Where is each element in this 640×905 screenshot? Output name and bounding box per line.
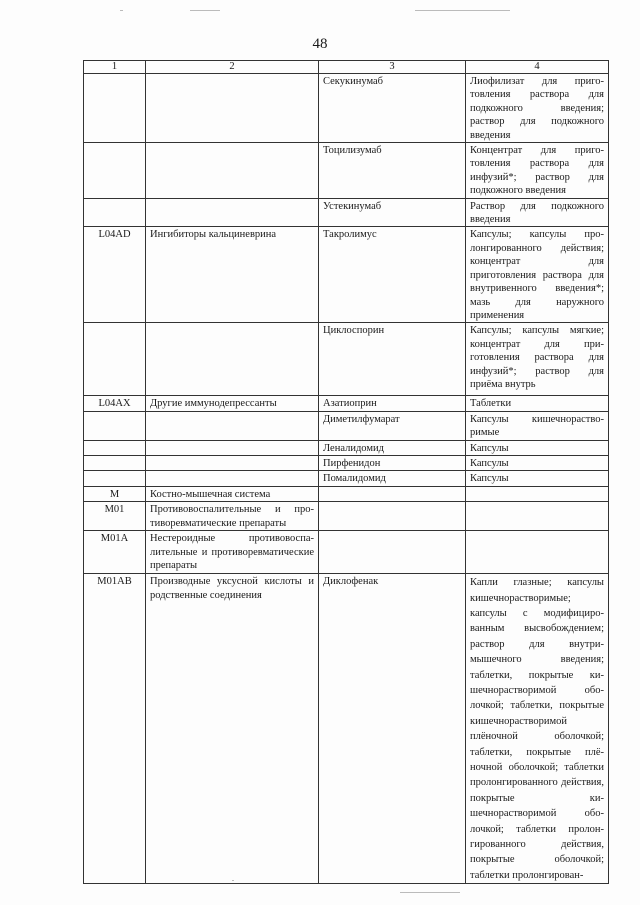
table-row <box>84 531 609 574</box>
group-cell <box>146 411 319 440</box>
table-row <box>84 440 609 455</box>
drug-name-cell: Диметилфумарат <box>319 411 466 440</box>
drug-name-cell: Тоцилизумаб <box>319 143 466 199</box>
atc-code-cell <box>84 198 146 227</box>
dosage-form-cell: Концентрат для приготовления раствора для инфузий*; раствор для подкожного введения <box>466 143 609 199</box>
dosage-form-cell <box>466 502 609 531</box>
atc-code-cell <box>84 143 146 199</box>
group-cell <box>146 198 319 227</box>
dosage-form-cell: Капсулы; капсулы мягкие; концентрат для приготовления раствора для инфузий*; раствор для приёма внутрь <box>466 323 609 396</box>
table-row <box>84 323 609 396</box>
group-cell <box>146 323 319 396</box>
table-row <box>84 396 609 411</box>
drug-name-cell: Секукинумаб <box>319 74 466 143</box>
table-header-row <box>84 61 609 74</box>
column-header: 1 <box>84 61 146 74</box>
atc-code-cell <box>84 440 146 455</box>
atc-code-cell: L04AX <box>84 396 146 411</box>
dosage-form-cell: Капсулы <box>466 440 609 455</box>
atc-code-cell: M01A <box>84 531 146 574</box>
table-row <box>84 471 609 486</box>
column-header: 2 <box>146 61 319 74</box>
drug-name-cell <box>319 486 466 501</box>
dosage-form-cell: Капли глазные; капсулы кишечнорастворимые; капсулы с модифицированным высвобождением; раствор для внутримышечного введения; таблетки, покрытые кишечнорастворимой оболочкой; таблетки, покрытые кишечнорастворимой плёночной оболочкой; таблетки, покрытые плёночной оболочкой; таблетки пролонгированного действия, покрытые кишечнорастворимой оболочкой; таблетки пролонгированного действия, покрытые оболочкой; таблетки пролонгирован- <box>466 574 609 884</box>
dosage-form-cell <box>466 486 609 501</box>
drug-name-cell <box>319 531 466 574</box>
scan-artifact-top <box>415 10 510 11</box>
drug-name-cell <box>319 502 466 531</box>
drug-name-cell: Такролимус <box>319 227 466 323</box>
drug-name-cell: Пирфенидон <box>319 455 466 470</box>
scan-artifact-top <box>190 10 220 11</box>
dosage-form-cell: Капсулы; капсулы пролонгированного действия; концентрат для приготовления раствора для внутривенного введения*; мазь для наружного применения <box>466 227 609 323</box>
group-cell: Производные уксусной кислоты и родственные соединения <box>146 574 319 884</box>
table-row <box>84 502 609 531</box>
page-number: 48 <box>312 36 328 52</box>
atc-code-cell <box>84 74 146 143</box>
group-cell: Ингибиторы кальциневрина <box>146 227 319 323</box>
table-row <box>84 143 609 199</box>
atc-code-cell: M <box>84 486 146 501</box>
table-row <box>84 455 609 470</box>
drug-name-cell: Леналидомид <box>319 440 466 455</box>
dosage-form-cell: Лиофилизат для приготовления раствора для подкожного введения; раствор для подкожного введения <box>466 74 609 143</box>
atc-code-cell <box>84 455 146 470</box>
group-cell <box>146 74 319 143</box>
dosage-form-cell: Капсулы кишечнорастворимые <box>466 411 609 440</box>
table-row <box>84 486 609 501</box>
column-header: 3 <box>319 61 466 74</box>
table-row <box>84 74 609 143</box>
group-cell: Противовоспалительные и противоревматические препараты <box>146 502 319 531</box>
group-cell: Другие иммунодепрессанты <box>146 396 319 411</box>
group-cell <box>146 440 319 455</box>
drug-name-cell: Устекинумаб <box>319 198 466 227</box>
group-cell <box>146 143 319 199</box>
scan-artifact-top <box>120 10 123 11</box>
table-row <box>84 411 609 440</box>
dosage-form-cell: Таблетки <box>466 396 609 411</box>
scan-artifact-bottom <box>400 892 460 893</box>
atc-code-cell <box>84 411 146 440</box>
group-cell <box>146 455 319 470</box>
atc-code-cell: M01AB <box>84 574 146 884</box>
table-row <box>84 227 609 323</box>
dosage-form-cell: Капсулы <box>466 455 609 470</box>
drug-name-cell: Помалидомид <box>319 471 466 486</box>
atc-code-cell: L04AD <box>84 227 146 323</box>
table-row <box>84 198 609 227</box>
medication-table <box>83 60 609 884</box>
table-row <box>84 574 609 884</box>
drug-name-cell: Диклофенак <box>319 574 466 884</box>
drug-name-cell: Азатиоприн <box>319 396 466 411</box>
dosage-form-cell <box>466 531 609 574</box>
atc-code-cell <box>84 323 146 396</box>
group-cell: Нестероидные противовоспалительные и противоревматические препараты <box>146 531 319 574</box>
drug-name-cell: Циклоспорин <box>319 323 466 396</box>
atc-code-cell <box>84 471 146 486</box>
dosage-form-cell: Капсулы <box>466 471 609 486</box>
group-cell: Костно-мышечная система <box>146 486 319 501</box>
dosage-form-cell: Раствор для подкожного введения <box>466 198 609 227</box>
group-cell <box>146 471 319 486</box>
atc-code-cell: M01 <box>84 502 146 531</box>
column-header: 4 <box>466 61 609 74</box>
